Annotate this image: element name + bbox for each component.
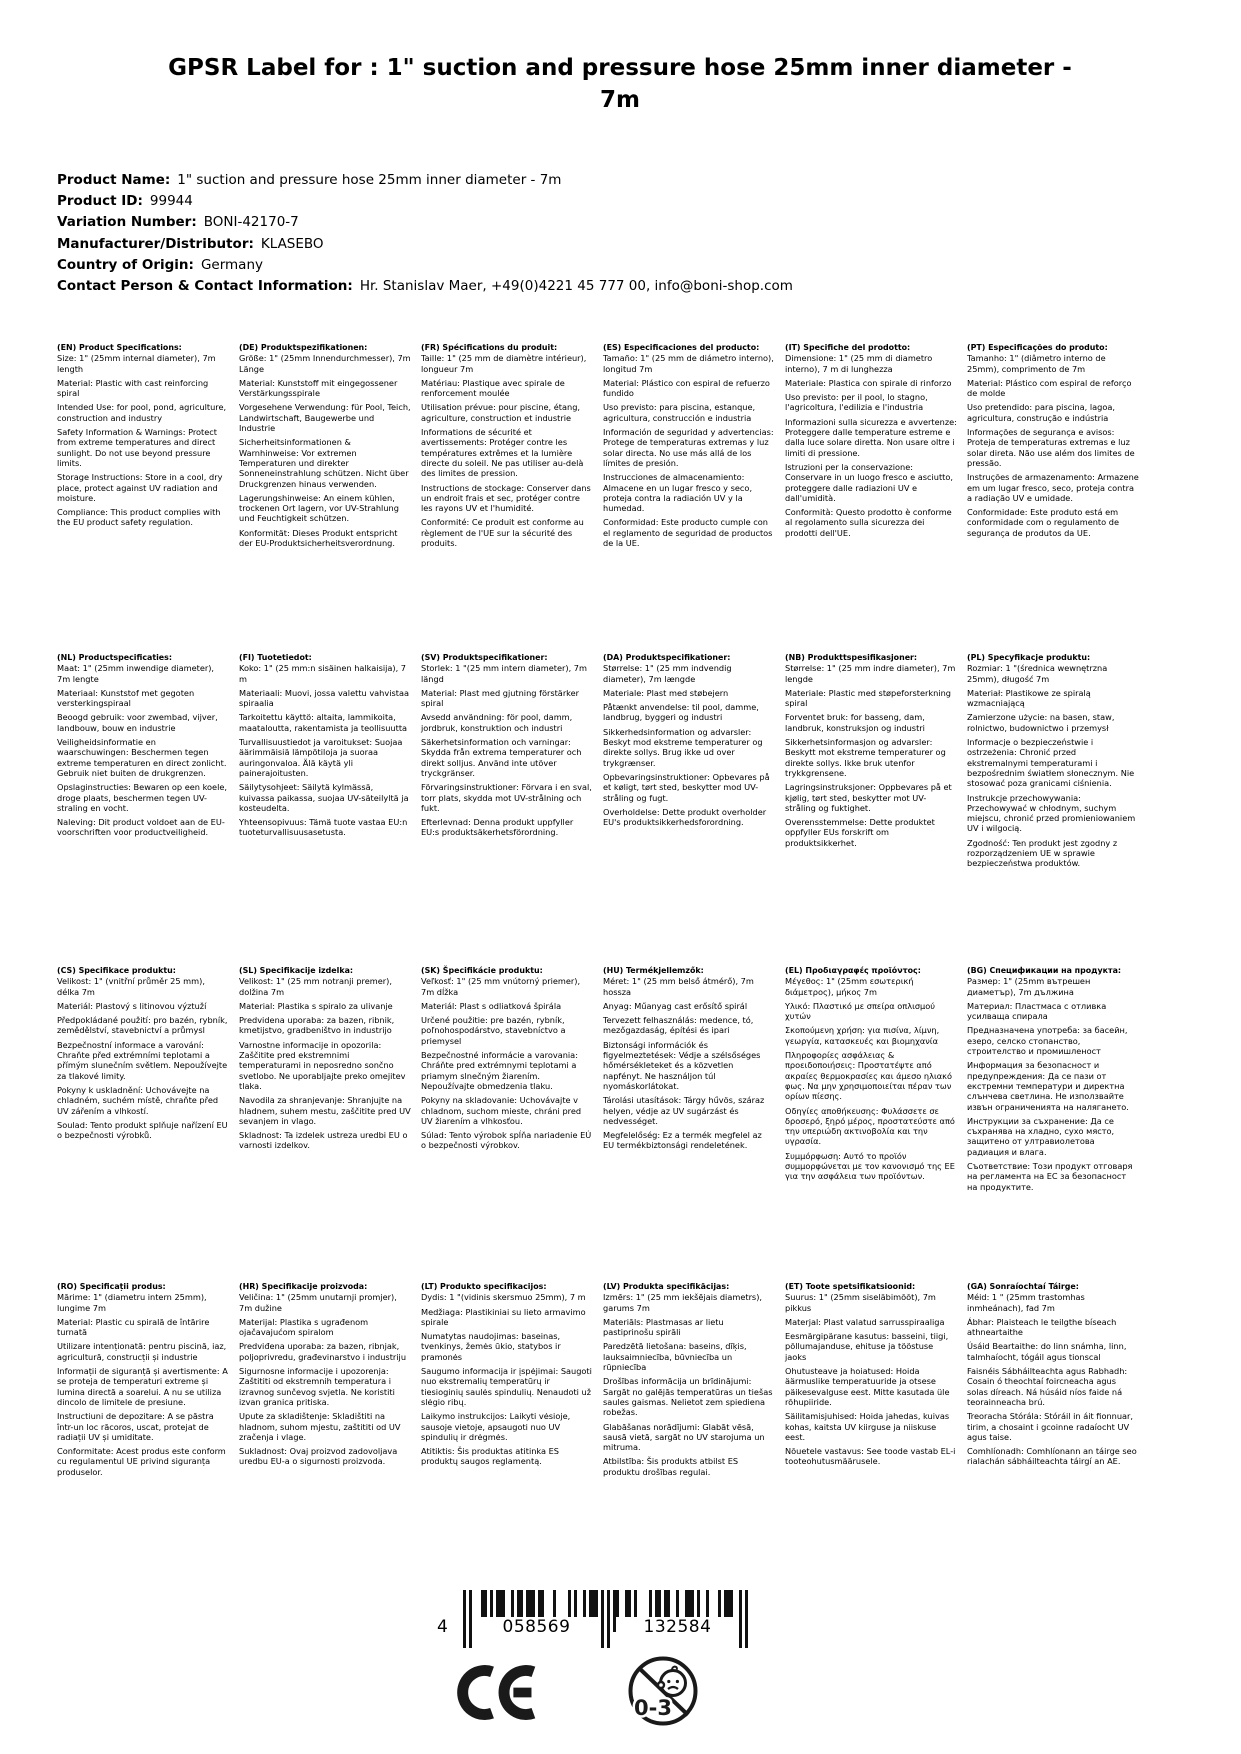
lang-heading: (SL) Specifikacije izdelka:	[239, 966, 354, 975]
info-label: Contact Person & Contact Information:	[57, 278, 353, 295]
lang-paragraph: Sicherheitsinformationen & Warnhinweise: Vor extremen Temperaturen und direkter Sonneneinstrahlung schützen. Nicht über Druckgrenzen hinaus verwenden.	[239, 437, 409, 489]
lang-paragraph: Biztonsági információk és figyelmeztetések: Védje a szélsőséges hőmérsékleteket és a közvetlen napfényt. Ne használjon túl nyomáskorlátokat.	[603, 1039, 761, 1091]
lang-paragraph: Eesmärgipärane kasutus: basseini, tiigi, põllumajanduse, ehituse ja tööstuse jaoks	[785, 1331, 949, 1362]
lang-paragraph: Sigurnosne informacije i upozorenja: Zaštititi od ekstremnih temperatura i izravnog sunčevog svjetla. Ne koristiti izvan granica pritiska.	[239, 1366, 395, 1407]
lang-paragraph: Πληροφορίες ασφάλειας & προειδοποιήσεις: Προστατέψτε από ακραίες θερμοκρασίες και άμεσο ηλιακό φως. Να μην χρησιμοποιείται πέραν των ορίων πίεσης.	[785, 1050, 952, 1102]
language-row-1	[57, 343, 1141, 552]
lang-paragraph: Vorgesehene Verwendung: für Pool, Teich, Landwirtschaft, Baugewerbe und Industrie	[239, 402, 411, 434]
lang-paragraph: Navodila za shranjevanje: Shranjujte na hladnem, suhem mestu, zaščitite pred UV sevanjem in vlago.	[239, 1095, 411, 1126]
lang-paragraph: Materiał: Plastikowe ze spiralą wzmacniającą	[967, 687, 1091, 709]
lang-paragraph: Materiale: Plast med støbejern	[603, 687, 729, 698]
lang-paragraph: Uso previsto: per il pool, lo stagno, l'agricoltura, l'edilizia e l'industria	[785, 392, 928, 413]
lang-paragraph: Förvaringsinstruktioner: Förvara i en sval, torr plats, skydda mot UV-strålning och fukt.	[421, 782, 592, 813]
barcode-digits-group1: 058569	[475, 1617, 598, 1637]
barcode-bar	[463, 1590, 466, 1648]
lang-paragraph: Koko: 1" (25 mm:n sisäinen halkaisija), 7 m	[239, 663, 407, 684]
lang-heading: (RO) Specificații produs:	[57, 1282, 166, 1291]
lang-paragraph: Určené použitie: pre bazén, rybník, poľnohospodárstvo, stavebníctvo a priemysel	[421, 1015, 566, 1046]
lang-paragraph: Materiaal: Kunststof met gegoten versterkingspiraal	[57, 687, 195, 709]
info-line	[57, 255, 793, 276]
info-label: Product ID:	[57, 193, 143, 210]
lang-paragraph: Varnostne informacije in opozorila: Zaščitite pred ekstremnimi temperaturami in neposredno sončno svetlobo. Ne uporabljajte preko omejitev tlaka.	[239, 1039, 406, 1091]
lang-paragraph: Méret: 1" (25 mm belső átmérő), 7m hossza	[603, 976, 754, 997]
lang-paragraph: Tervezett felhasználás: medence, tó, mezőgazdaság, építési és ipari	[603, 1015, 754, 1036]
barcode-digit-left: 4	[437, 1617, 448, 1637]
lang-heading: (IT) Specifiche del prodotto:	[785, 343, 911, 352]
lang-block-da	[603, 653, 775, 831]
lang-block-fi	[239, 653, 411, 842]
lang-paragraph: Utilizare intenționată: pentru piscină, iaz, agricultură, construcții și industrie	[57, 1341, 227, 1362]
lang-paragraph: Materiál: Plast s odliatková špirála	[421, 1000, 562, 1011]
lang-block-bg	[967, 966, 1139, 1196]
lang-paragraph: Instructiuni de depozitare: A se păstra într-un loc răcoros, uscat, protejat de radiații UV și umiditate.	[57, 1411, 214, 1442]
lang-paragraph: Drošības informācija un brīdinājumi: Sargāt no galējās temperatūras un tiešas saules gaismas. Nelietot zem spiediena robežas.	[603, 1376, 773, 1418]
lang-paragraph: Säkerhetsinformation och varningar: Skydda från extrema temperaturer och direkt solljus. Använd inte utöver tryckgränser.	[421, 737, 582, 778]
lang-paragraph: Compliance: This product complies with the EU product safety regulation.	[57, 507, 221, 528]
lang-paragraph: Säilitamisjuhised: Hoida jahedas, kuivas kohas, kaitsta UV kiirguse ja niiskuse eest.	[785, 1411, 950, 1442]
lang-paragraph: Материал: Пластмаса с отливка усилваща спирала	[967, 1000, 1107, 1022]
lang-paragraph: Atbilstība: Šis produkts atbilst ES produktu drošības regulai.	[603, 1456, 739, 1477]
lang-block-sl	[239, 966, 411, 1155]
age-warning-label: 0-3	[634, 1696, 672, 1720]
lang-paragraph: Predviđena uporaba: za bazen, ribnjak, poljoprivredu, građevinarstvo i industriju	[239, 1341, 407, 1362]
lang-paragraph: Material: Kunststoff mit eingegossener Verstärkungsspirale	[239, 377, 398, 399]
lang-paragraph: Materiaali: Muovi, jossa valettu vahvistaa spiraalia	[239, 687, 410, 709]
lang-heading: (NB) Produkttspesifikasjoner:	[785, 653, 918, 662]
lang-paragraph: Инструкции за съхранение: Да се съхранява на хладно, сухо място, защитено от ултравиолетова радиация и влага.	[967, 1115, 1115, 1157]
lang-paragraph: Maat: 1" (25mm inwendige diameter), 7m lengte	[57, 663, 215, 684]
lang-heading: (FI) Tuotetiedot:	[239, 653, 312, 662]
info-line	[57, 212, 793, 233]
lang-paragraph: Predvidena uporaba: za bazen, ribnik, kmetijstvo, gradbeništvo in industrijo	[239, 1015, 395, 1036]
lang-paragraph: Opbevaringsinstruktioner: Opbevares på et køligt, tørt sted, beskytter mod UV-stråling og fugt.	[603, 771, 770, 803]
lang-heading: (ET) Toote spetsifikatsioonid:	[785, 1282, 916, 1291]
info-label: Product Name:	[57, 172, 171, 188]
lang-heading: (EL) Προδιαγραφές προϊόντος:	[785, 966, 921, 975]
lang-paragraph: Skladnost: Ta izdelek ustreza uredbi EU o varnosti izdelkov.	[239, 1130, 408, 1151]
lang-block-ro	[57, 1282, 229, 1481]
lang-paragraph: Conformidad: Este producto cumple con el reglamento de seguridad de productos de la UE.	[603, 517, 773, 549]
info-line	[57, 191, 793, 212]
lang-block-fr	[421, 343, 593, 552]
lang-heading: (BG) Спецификации на продукта:	[967, 966, 1122, 975]
lang-paragraph: Størrelse: 1" (25 mm indvendig diameter), 7m længde	[603, 663, 732, 684]
lang-block-sk	[421, 966, 593, 1155]
lang-paragraph: Avsedd användning: för pool, damm, jordbruk, konstruktion och industri	[421, 712, 573, 733]
info-label: Country of Origin:	[57, 256, 194, 273]
lang-heading: (DE) Produktspezifikationen:	[239, 343, 368, 352]
page-title: GPSR Label for : 1" suction and pressure hose 25mm inner diameter - 7m	[168, 55, 1072, 114]
lang-paragraph: Material: Plastic cu spirală de întărire turnată	[57, 1316, 210, 1338]
lang-paragraph: Tarkoitettu käyttö: altaita, lammikoita, maataloutta, rakentamista ja teollisuutta	[239, 712, 408, 733]
lang-paragraph: Zgodność: Ten produkt jest zgodny z rozporządzeniem UE w sprawie bezpieczeństwa produktów.	[967, 837, 1118, 869]
lang-paragraph: Οδηγίες αποθήκευσης: Φυλάσσετε σε δροσερό, ξηρό μέρος, προστατεύστε από την υπεριώδη ακτινοβολία και την υγρασία.	[785, 1105, 955, 1147]
lang-paragraph: Materiāls: Plastmasas ar lietu pastiprinošu spirāli	[603, 1316, 724, 1338]
info-value: Hr. Stanislav Maer, +49(0)4221 45 777 00, info@boni-shop.com	[359, 278, 793, 295]
lang-heading: (PT) Especificações do produto:	[967, 343, 1108, 352]
lang-paragraph: Materjal: Plast valatud sarrusspiraaliga	[785, 1316, 945, 1327]
lang-paragraph: Veľkosť: 1" (25 mm vnútorný priemer), 7m dĺžka	[421, 976, 581, 997]
lang-paragraph: Информация за безопасност и предупреждения: Да се пази от екстремни температури и директна слънчева светлина. Не използвайте извън ограниченията на налягането.	[967, 1060, 1129, 1112]
product-info	[57, 170, 793, 297]
lang-paragraph: Soulad: Tento produkt splňuje nařízení EU o bezpečnosti výrobků.	[57, 1119, 228, 1141]
lang-paragraph: Suurus: 1" (25mm siseläbimõõt), 7m pikkus	[785, 1292, 936, 1313]
lang-paragraph: Предназначена употреба: за басейн, езеро, селско стопанство, строителство и промишленост	[967, 1025, 1128, 1057]
info-value: 99944	[149, 193, 193, 210]
lang-paragraph: Σκοπούμενη χρήση: για πισίνα, λίμνη, γεωργία, κατασκευές και βιομηχανία	[785, 1025, 940, 1046]
lang-paragraph: Izmērs: 1" (25 mm iekšējais diametrs), garums 7m	[603, 1292, 762, 1313]
lang-block-et	[785, 1282, 957, 1471]
lang-paragraph: Uso previsto: para piscina, estanque, agricultura, construcción e industria	[603, 402, 756, 423]
info-line	[57, 234, 793, 255]
lang-block-pl	[967, 653, 1139, 873]
lang-paragraph: Tamanho: 1" (diâmetro interno de 25mm), comprimento de 7m	[967, 353, 1106, 374]
lang-block-ga	[967, 1282, 1139, 1471]
lang-paragraph: Atitiktis: Šis produktas atitinka ES produktų saugos reglamentą.	[421, 1446, 559, 1467]
lang-paragraph: Méid: 1 " (25mm trastomhas inmheánach), fad 7m	[967, 1292, 1085, 1313]
lang-heading: (FR) Spécifications du produit:	[421, 343, 558, 352]
info-line	[57, 170, 793, 191]
lang-paragraph: Размер: 1" (25mm вътрешен диаметър), 7m дължина	[967, 976, 1091, 997]
lang-paragraph: Υλικό: Πλαστικό με σπείρα οπλισμού χυτών	[785, 1000, 935, 1022]
lang-paragraph: Veiligheidsinformatie en waarschuwingen: Beschermen tegen extreme temperaturen en direct zonlicht. Gebruik niet buiten de drukgrenzen.	[57, 737, 227, 778]
lang-paragraph: Lagringsinstruksjoner: Oppbevares på et kjølig, tørt sted, beskytter mot UV-stråling og fuktighet.	[785, 782, 952, 813]
lang-paragraph: Intended Use: for pool, pond, agriculture, construction and industry	[57, 402, 227, 423]
lang-paragraph: Instrukcje przechowywania: Przechowywać w chłodnym, suchym miejscu, chronić przed promieniowaniem UV i wilgocią.	[967, 792, 1136, 834]
lang-paragraph: Informazioni sulla sicurezza e avvertenze: Proteggere dalle temperature estreme e dalla luce solare diretta. Non usare oltre i limiti di pressione.	[785, 416, 957, 458]
lang-paragraph: Faisnéis Sábháilteachta agus Rabhadh: Cosain ó theochtaí foircneacha agus solas díreach. Ná húsáid níos faide ná teorainneacha brú.	[967, 1366, 1128, 1407]
lang-paragraph: Material: Plástico com espiral de reforço de molde	[967, 377, 1132, 399]
lang-paragraph: Mărime: 1" (diametru intern 25mm), lungime 7m	[57, 1292, 207, 1313]
lang-paragraph: Glabāšanas norādījumi: Glabāt vēsā, sausā vietā, sargāt no UV starojuma un mitruma.	[603, 1421, 765, 1453]
lang-paragraph: Overensstemmelse: Dette produktet oppfyller EUs forskrift om produktsikkerhet.	[785, 817, 935, 848]
lang-block-hu	[603, 966, 775, 1155]
lang-paragraph: Sikkerhetsinformasjon og advarsler: Beskytt mot ekstreme temperaturer og direkte sollys. Ikke bruk utenfor trykkgrensene.	[785, 737, 946, 778]
lang-paragraph: Comhlíonadh: Comhlíonann an táirge seo rialachán sábháilteachta táirgí an AE.	[967, 1446, 1137, 1467]
lang-block-cs	[57, 966, 229, 1144]
lang-block-lt	[421, 1282, 593, 1471]
lang-paragraph: Pokyny k uskladnění: Uchovávejte na chladném, suchém místě, chraňte před UV zářením a vlhkostí.	[57, 1084, 219, 1116]
info-label: Variation Number:	[57, 214, 197, 231]
lang-block-sv	[421, 653, 593, 842]
lang-block-nb	[785, 653, 957, 852]
lang-paragraph: Paredzētā lietošana: baseins, dīķis, lauksaimniecība, būvniecība un rūpniecība	[603, 1341, 747, 1373]
lang-paragraph: Nõuetele vastavus: See toode vastab EL-i tooteohutusmäärusele.	[785, 1446, 956, 1467]
lang-heading: (SV) Produktspecifikationer:	[421, 653, 548, 662]
lang-block-it	[785, 343, 957, 542]
lang-paragraph: Tárolási utasítások: Tárgy hűvös, száraz helyen, védje az UV sugárzást és nedvességet.	[603, 1095, 765, 1126]
lang-paragraph: Matériau: Plastique avec spirale de renforcement moulée	[421, 377, 565, 399]
lang-paragraph: Opslaginstructies: Bewaren op een koele, droge plaats, beschermen tegen UV-straling en vocht.	[57, 782, 228, 813]
lang-block-de	[239, 343, 411, 552]
barcode-bar	[607, 1590, 610, 1648]
lang-paragraph: Medžiaga: Plastikiniai su lieto armavimo spirale	[421, 1306, 586, 1327]
language-row-3	[57, 966, 1141, 1196]
lang-paragraph: Laikymo instrukcijos: Laikyti vėsioje, sausoje vietoje, apsaugoti nuo UV spindulių ir drėgmės.	[421, 1411, 571, 1442]
lang-paragraph: Material: Plastic with cast reinforcing spiral	[57, 377, 209, 399]
lang-paragraph: Ábhar: Plaisteach le teilgthe bíseach athneartaithe	[967, 1316, 1117, 1338]
lang-heading: (GA) Sonraíochtaí Táirge:	[967, 1282, 1079, 1291]
lang-paragraph: Materiale: Plastic med støpeforsterkning spiral	[785, 687, 952, 709]
lang-paragraph: Efterlevnad: Denna produkt uppfyller EU:s produktsäkerhetsförordning.	[421, 817, 574, 838]
lang-paragraph: Tamaño: 1" (25 mm de diámetro interno), longitud 7m	[603, 353, 774, 374]
lang-paragraph: Påtænkt anvendelse: til pool, damme, landbrug, byggeri og industri	[603, 702, 759, 723]
lang-paragraph: Úsáid Beartaithe: do linn snámha, linn, talmhaíocht, tógáil agus tionscal	[967, 1341, 1127, 1362]
lang-paragraph: Conformité: Ce produit est conforme au règlement de l'UE sur la sécurité des produits.	[421, 517, 584, 549]
lang-paragraph: Sikkerhedsinformation og advarsler: Beskyt mod ekstreme temperaturer og direkte sollys. Brug ikke ud over trykgrænser.	[603, 726, 763, 768]
lang-paragraph: Dydis: 1 "(vidinis skersmuo 25mm), 7 m	[421, 1292, 586, 1303]
lang-paragraph: Instructions de stockage: Conserver dans un endroit frais et sec, protéger contre les rayons UV et l'humidité.	[421, 482, 591, 514]
lang-paragraph: Materiál: Plastový s litinovou výztuží	[57, 1000, 207, 1011]
lang-block-hr	[239, 1282, 411, 1471]
lang-paragraph: Μέγεθος: 1" (25mm εσωτερική διάμετρος), μήκος 7m	[785, 976, 914, 997]
lang-paragraph: Naleving: Dit product voldoet aan de EU-voorschriften voor productveiligheid.	[57, 817, 225, 838]
lang-paragraph: Beoogd gebruik: voor zwembad, vijver, landbouw, bouw en industrie	[57, 712, 218, 733]
lang-paragraph: Størrelse: 1" (25 mm indre diameter), 7m lengde	[785, 663, 956, 684]
lang-block-pt	[967, 343, 1139, 542]
lang-paragraph: Utilisation prévue: pour piscine, étang, agriculture, construction et industrie	[421, 402, 581, 423]
lang-heading: (SK) Špecifikácie produktu:	[421, 966, 543, 975]
language-row-2	[57, 653, 1141, 873]
lang-paragraph: Forventet bruk: for basseng, dam, landbruk, konstruksjon og industri	[785, 712, 925, 733]
lang-paragraph: Turvallisuustiedot ja varoitukset: Suojaa äärimmäisiä lämpötiloja ja suoraa auringonvaloa. Älä käytä yli painerajoitusten.	[239, 737, 403, 778]
lang-paragraph: Storlek: 1 "(25 mm intern diameter), 7m längd	[421, 663, 587, 684]
ean-barcode	[437, 1590, 748, 1650]
lang-block-es	[603, 343, 775, 552]
lang-heading: (PL) Specyfikacje produktu:	[967, 653, 1091, 662]
lang-paragraph: Předpokládané použití: pro bazén, rybník, zemědělství, stavebnictví a průmysl	[57, 1015, 228, 1036]
lang-paragraph: Veličina: 1" (25mm unutarnji promjer), 7m dužine	[239, 1292, 397, 1313]
lang-paragraph: Información de seguridad y advertencias: Protege de temperaturas extremas y luz solar directa. No use más allá de los límites de presión.	[603, 427, 774, 468]
lang-heading: (CS) Specifikace produktu:	[57, 966, 176, 975]
lang-block-lv	[603, 1282, 775, 1481]
lang-paragraph: Conformità: Questo prodotto è conforme al regolamento sulla sicurezza dei prodotti dell'UE.	[785, 507, 952, 538]
lang-paragraph: Pokyny na skladovanie: Uchovávajte v chladnom, suchom mieste, chráni pred UV žiarením a vlhkosťou.	[421, 1095, 582, 1126]
lang-block-nl	[57, 653, 229, 842]
barcode-bar	[739, 1590, 742, 1648]
lang-paragraph: Súlad: Tento výrobok spĺňa nariadenie EÚ o bezpečnosti výrobkov.	[421, 1130, 592, 1151]
lang-block-el	[785, 966, 957, 1186]
ce-mark-icon	[452, 1664, 536, 1721]
lang-paragraph: Informacje o bezpieczeństwie i ostrzeżenia: Chronić przed ekstremalnymi temperaturami i bezpośrednim światłem słonecznym. Nie stosować poza granicami ciśnienia.	[967, 737, 1135, 789]
lang-paragraph: Συμμόρφωση: Αυτό το προϊόν συμμορφώνεται με τον κανονισμό της ΕΕ για την ασφάλεια των προϊόντων.	[785, 1150, 955, 1182]
lang-heading: (HR) Specifikacije proizvoda:	[239, 1282, 368, 1291]
lang-paragraph: Instrucciones de almacenamiento: Almacene en un lugar fresco y seco, proteja contra la radiación UV y la humedad.	[603, 472, 753, 514]
lang-paragraph: Ohutusteave ja hoiatused: Hoida äärmuslike temperatuuride ja otsese päikesevalguse eest. Mitte kasutada üle rõhupiiride.	[785, 1366, 950, 1407]
lang-paragraph: Materiale: Plastica con spirale di rinforzo	[785, 377, 952, 388]
lang-paragraph: Informações de segurança e avisos: Proteja de temperaturas extremas e luz solar direta. Não use além dos limites de pressão.	[967, 427, 1135, 468]
lang-heading: (NL) Productspecificaties:	[57, 653, 173, 662]
lang-paragraph: Saugumo informacija ir įspėjimai: Saugoti nuo ekstremalių temperatūrų ir tiesioginių saulės spindulių. Nenaudoti už slėgio ribų.	[421, 1366, 592, 1407]
lang-paragraph: Größe: 1" (25mm Innendurchmesser), 7m Länge	[239, 353, 411, 374]
lang-paragraph: Dimensione: 1" (25 mm di diametro interno), 7 m di lunghezza	[785, 353, 933, 374]
lang-paragraph: Konformität: Dieses Produkt entspricht der EU-Produktsicherheitsverordnung.	[239, 527, 398, 549]
lang-paragraph: Safety Information & Warnings: Protect from extreme temperatures and direct sunlight. Do not use beyond pressure limits.	[57, 427, 218, 468]
lang-heading: (LV) Produkta specifikācijas:	[603, 1282, 730, 1291]
lang-paragraph: Storage Instructions: Store in a cool, dry place, protect against UV radiation and moisture.	[57, 472, 223, 503]
lang-paragraph: Instruções de armazenamento: Armazene em um lugar fresco, seco, proteja contra a radiação UV e umidade.	[967, 472, 1139, 503]
lang-paragraph: Uso pretendido: para piscina, lagoa, agricultura, construção e indústria	[967, 402, 1116, 423]
lang-paragraph: Taille: 1" (25 mm de diamètre intérieur), longueur 7m	[421, 353, 587, 374]
lang-paragraph: Zamierzone użycie: na basen, staw, rolnictwo, budownictwo i przemysł	[967, 712, 1115, 733]
lang-heading: (DA) Produktspecifikationer:	[603, 653, 731, 662]
lang-paragraph: Sukladnost: Ovaj proizvod zadovoljava uredbu EU-a o sigurnosti proizvoda.	[239, 1446, 398, 1467]
lang-paragraph: Velikost: 1" (25 mm notranji premer), dolžina 7m	[239, 976, 392, 997]
lang-heading: (ES) Especificaciones del producto:	[603, 343, 760, 352]
lang-paragraph: Material: Plastika s spiralo za ulivanje	[239, 1000, 393, 1011]
age-warning-0-3-icon	[627, 1655, 699, 1727]
lang-paragraph: Megfelelőség: Ez a termék megfelel az EU termékbiztonsági rendeletének.	[603, 1130, 762, 1151]
info-label: Manufacturer/Distributor:	[57, 235, 254, 252]
barcode-bar	[745, 1590, 748, 1648]
lang-heading: (HU) Termékjellemzők:	[603, 966, 704, 975]
lang-paragraph: Numatytas naudojimas: baseinas, tvenkinys, žemės ūkio, statybos ir pramonės	[421, 1331, 561, 1362]
lang-paragraph: Съответствие: Този продукт отговаря на регламента на ЕС за безопасност на продуктите.	[967, 1161, 1133, 1192]
barcode-digits-group2: 132584	[616, 1617, 739, 1637]
lang-paragraph: Istruzioni per la conservazione: Conservare in un luogo fresco e asciutto, proteggere dalle radiazioni UV e dall'umidità.	[785, 461, 954, 503]
info-value: Germany	[200, 256, 263, 273]
lang-paragraph: Material: Plástico con espiral de refuerzo fundido	[603, 377, 770, 399]
lang-paragraph: Informații de siguranță și avertismente: A se proteja de temperaturi extreme și lumina directă a soarelui. A nu se utiliza dincolo de limitele de presiune.	[57, 1366, 228, 1407]
lang-paragraph: Upute za skladištenje: Skladištiti na hladnom, suhom mjestu, zaštititi od UV zračenja i vlage.	[239, 1411, 401, 1442]
barcode-bar	[469, 1590, 472, 1648]
barcode-bar	[601, 1590, 604, 1648]
lang-paragraph: Size: 1" (25mm internal diameter), 7m length	[57, 353, 216, 374]
lang-paragraph: Lagerungshinweise: An einem kühlen, trockenen Ort lagern, vor UV-Strahlung und Feuchtigkeit schützen.	[239, 492, 399, 524]
lang-paragraph: Velikost: 1" (vnitřní průměr 25 mm), délka 7m	[57, 976, 205, 997]
lang-paragraph: Conformidade: Este produto está em conformidade com o regulamento de segurança de produtos da UE.	[967, 507, 1119, 538]
lang-paragraph: Rozmiar: 1 "(średnica wewnętrzna 25mm), długość 7m	[967, 663, 1108, 684]
lang-heading: (EN) Product Specifications:	[57, 343, 182, 352]
lang-block-en	[57, 343, 229, 532]
language-row-4	[57, 1282, 1141, 1481]
lang-paragraph: Informations de sécurité et avertissements: Protéger contre les températures extrêmes et la lumière directe du soleil. Ne pas utiliser au-delà des limites de pression.	[421, 427, 584, 479]
lang-paragraph: Yhteensopivuus: Tämä tuote vastaa EU:n tuoteturvallisuusasetusta.	[239, 817, 408, 838]
lang-heading: (LT) Produkto specifikacijos:	[421, 1282, 547, 1291]
lang-paragraph: Treoracha Stórála: Stóráil in áit fionnuar, tirim, a chosaint i gcoinne radaíocht UV agus taise.	[967, 1411, 1134, 1442]
info-value: BONI-42170-7	[203, 214, 299, 231]
info-value: 1" suction and pressure hose 25mm inner diameter - 7m	[177, 172, 562, 188]
info-value: KLASEBO	[260, 235, 324, 252]
lang-paragraph: Conformitate: Acest produs este conform cu regulamentul UE privind siguranța produselor.	[57, 1446, 226, 1477]
lang-paragraph: Bezpečnostné informácie a varovania: Chráňte pred extrémnymi teplotami a priamym slnečným žiarením. Nepoužívajte obmedzenia tlaku.	[421, 1050, 578, 1091]
info-line	[57, 276, 793, 297]
lang-paragraph: Bezpečnostní informace a varování: Chraňte před extrémními teplotami a přímým slunečním světlem. Nepoužívejte za tlakové limity.	[57, 1039, 228, 1081]
lang-paragraph: Overholdelse: Dette produkt overholder EU's produktsikkerhedsforordning.	[603, 806, 767, 828]
lang-paragraph: Materijal: Plastika s ugrađenom ojačavajućom spiralom	[239, 1316, 369, 1338]
lang-paragraph: Anyag: Műanyag cast erősítő spirál	[603, 1000, 748, 1011]
lang-paragraph: Säilytysohjeet: Säilytä kylmässä, kuivassa paikassa, suojaa UV-säteilyltä ja kosteudelta.	[239, 782, 409, 813]
lang-paragraph: Material: Plast med gjutning förstärker spiral	[421, 687, 580, 709]
